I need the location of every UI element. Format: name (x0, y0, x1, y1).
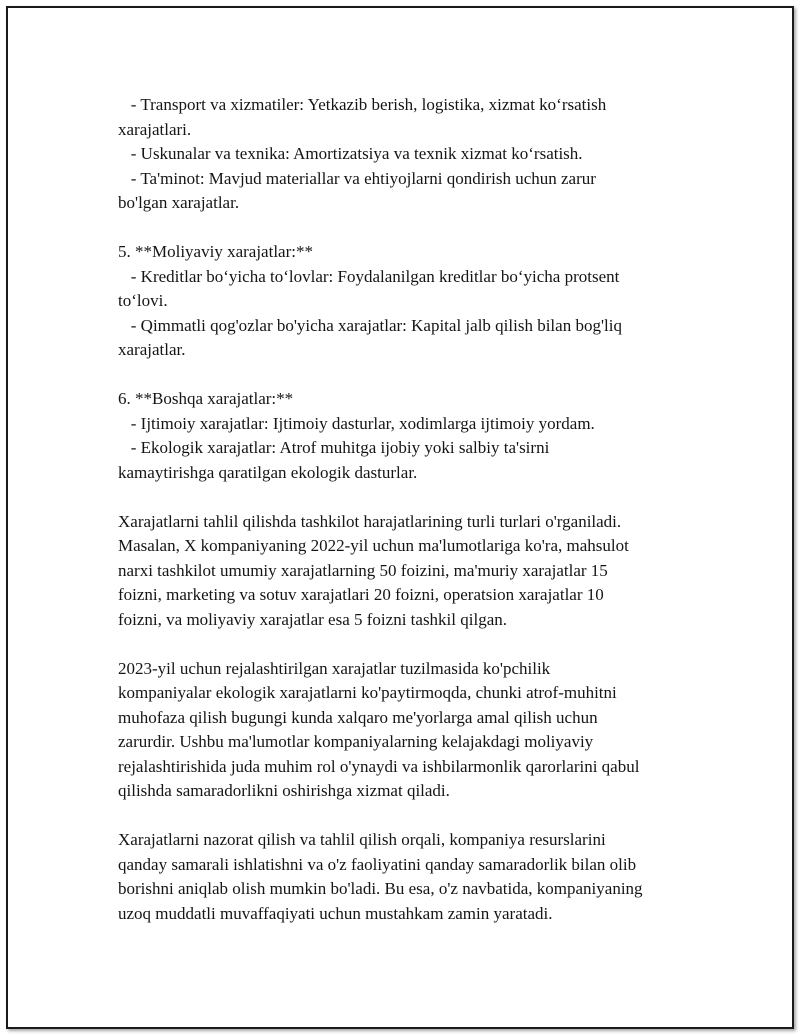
paragraph-line: Xarajatlarni nazorat qilish va tahlil qilish orqali, kompaniya resurslarini (118, 830, 606, 849)
paragraph-line: qilishda samaradorlikni oshirishga xizmat qiladi. (118, 781, 450, 800)
text-line: kamaytirishga qaratilgan ekologik dasturlar. (118, 462, 418, 482)
paragraph-line: zarurdir. Ushbu ma'lumotlar kompaniyalarning kelajakdagi moliyaviy (118, 732, 594, 751)
paragraph-line: 2023-yil uchun rejalashtirilgan xarajatlar tuzilmasida ko'pchilik (118, 658, 551, 678)
text-line: - Qimmatli qog'ozlar bo'yicha xarajatlar: Kapital jalb qilish bilan bog'liq (118, 315, 622, 335)
text-line: - Ekologik xarajatlar: Atrof muhitga ijobiy yoki salbiy ta'sirni (118, 438, 550, 457)
text-line: - Transport va xizmatiler: Yetkazib berish, logistika, xizmat ko‘rsatish (118, 95, 607, 114)
text-line: xarajatlari. (118, 119, 192, 139)
paragraph-line: muhofaza qilish bugungi kunda xalqaro me'yorlarga amal qilish uchun (118, 707, 598, 727)
text-line: - Uskunalar va texnika: Amortizatsiya va texnik xizmat ko‘rsatish. (118, 144, 583, 163)
paragraph-line: narxi tashkilot umumiy xarajatlarning 50 foizini, ma'muriy xarajatlar 15 (118, 560, 608, 580)
blank-line (118, 485, 698, 510)
blank-line (118, 216, 698, 241)
text-line: - Kreditlar bo‘yicha to‘lovlar: Foydalanilgan kreditlar bo‘yicha protsent (118, 266, 620, 286)
blank-line (118, 363, 698, 388)
blank-line (118, 804, 698, 829)
paragraph-line: kompaniyalar ekologik xarajatlarni ko'paytirmoqda, chunki atrof-muhitni (118, 683, 617, 702)
section-heading: 5. **Moliyaviy xarajatlar:** (118, 242, 313, 261)
paragraph-line: foizni, marketing va sotuv xarajatlari 20 foizni, operatsion xarajatlar 10 (118, 585, 604, 604)
paragraph-line: Masalan, X kompaniyaning 2022-yil uchun ma'lumotlariga ko'ra, mahsulot (118, 536, 629, 555)
section-heading: 6. **Boshqa xarajatlar:** (118, 389, 294, 408)
text-line: - Ta'minot: Mavjud materiallar va ehtiyojlarni qondirish uchun zarur (118, 168, 596, 188)
paragraph-line: qanday samarali ishlatishni va o'z faoliyatini qanday samaradorlik bilan olib (118, 854, 637, 874)
paragraph-line: uzoq muddatli muvaffaqiyati uchun mustahkam zamin yaratadi. (118, 903, 553, 923)
text-line: to‘lovi. (118, 291, 168, 310)
text-line: xarajatlar. (118, 340, 186, 359)
blank-line (118, 632, 698, 657)
paragraph-line: foizni, va moliyaviy xarajatlar esa 5 foizni tashkil qilgan. (118, 609, 507, 629)
paragraph-line: Xarajatlarni tahlil qilishda tashkilot harajatlarining turli turlari o'rganiladi. (118, 511, 622, 531)
text-line: - Ijtimoiy xarajatlar: Ijtimoiy dasturlar, xodimlarga ijtimoiy yordam. (118, 413, 595, 433)
paragraph-line: borishni aniqlab olish mumkin bo'ladi. Bu esa, o'z navbatida, kompaniyaning (118, 879, 643, 898)
text-line: bo'lgan xarajatlar. (118, 193, 240, 212)
paragraph-line: rejalashtirishida juda muhim rol o'ynaydi va ishbilarmonlik qarorlarini qabul (118, 756, 640, 776)
document-body (118, 93, 698, 926)
